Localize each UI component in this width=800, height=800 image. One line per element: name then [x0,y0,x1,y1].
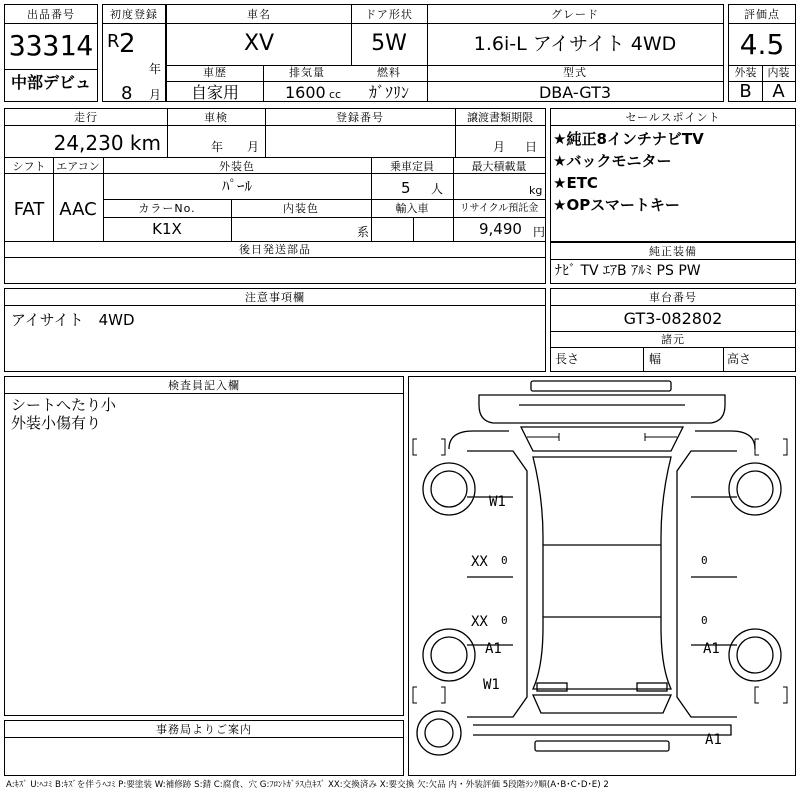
recycle-unit: 円 [533,225,546,239]
ac-type: AAC [59,199,97,220]
transfer-day-unit: 日 [525,140,538,154]
shift-label: シフト [12,160,46,173]
int-color-unit: 系 [357,225,370,239]
damage-mark: 0 [701,614,708,627]
registration-month: 8 [121,83,133,104]
chassis-number: GT3-082802 [623,309,723,328]
history-label: 車歴 [203,66,227,79]
sales-point-item: ★純正8インチナビTV [553,130,704,148]
transfer-month-unit: 月 [493,140,506,154]
office-label: 事務局よりご案内 [156,723,252,736]
interior-grade: A [772,81,785,102]
reg-number-label: 登録番号 [336,111,384,124]
era-letter: R [107,31,120,52]
displacement-label: 排気量 [289,66,325,79]
chassis-box [550,288,796,372]
vehicle-info-box [166,4,724,102]
damage-mark: A1 [485,641,502,657]
equipment-list: ﾅﾋﾞ TV ｴｱB ｱﾙﾐ PS PW [555,263,701,279]
inspection-label: 車検 [204,111,228,124]
fuel-label: 燃料 [377,66,401,79]
damage-mark: W1 [483,677,500,693]
displacement-unit: cc [329,88,342,101]
inspector-box [4,376,404,716]
notes-label: 注意事項欄 [245,291,305,304]
import-label: 輸入車 [395,202,429,215]
load-unit: kg [529,184,543,197]
grade: 1.6i-L アイサイト 4WD [473,33,677,55]
grade-label: グレード [551,8,599,21]
car-name-label: 車名 [247,8,271,21]
transfer-label: 譲渡書類期限 [467,111,533,124]
mileage: 24,230 km [53,131,161,155]
car-diagram-box [408,376,796,776]
first-registration-box [102,4,166,102]
registration-year: 2 [119,29,136,59]
inspector-line: 外装小傷有り [11,414,102,432]
exterior-label: 外装 [734,66,757,79]
later-parts-label: 後日発送部品 [239,243,311,256]
notes-text: アイサイト 4WD [11,311,135,329]
damage-mark: A1 [705,732,722,748]
lot-number: 33314 [8,29,94,62]
fuel-type: ｶﾞｿﾘﾝ [368,83,409,102]
history: 自家用 [190,83,239,102]
load-label: 最大積載量 [471,160,527,173]
sales-points-box [550,108,796,242]
damage-mark: XX [471,614,488,630]
venue-name: 中部デビュ [10,73,91,92]
damage-mark: 0 [501,554,508,567]
car-diagram [409,377,795,775]
color-no-label: カラーNo. [138,202,196,215]
exterior-grade: B [739,81,752,102]
model-label: 型式 [563,66,587,79]
capacity-unit: 人 [431,182,444,196]
dimensions-label: 諸元 [661,333,685,346]
int-color-label: 内装色 [283,202,319,215]
color-no: K1X [152,220,182,238]
recycle-amount: 9,490 [479,220,522,238]
equipment-label: 純正装備 [649,245,697,258]
door-label: ドア形状 [365,8,413,21]
sales-point-item: ★バックモニター [553,152,672,170]
ext-color-label: 外装色 [219,160,255,173]
damage-mark: A1 [703,641,720,657]
shift-type: FAT [13,199,45,220]
equipment-box [550,242,796,284]
recycle-label: リサイクル預託金 [459,203,539,214]
mileage-label: 走行 [74,111,98,124]
notes-box [4,288,546,372]
inspection-year-unit: 年 [211,140,224,154]
capacity-label: 乗車定員 [390,160,434,173]
height-label: 高さ [727,352,752,366]
lot-number-box [4,4,98,102]
office-box [4,720,404,776]
score-box [728,4,796,102]
damage-mark: XX [471,554,488,570]
car-name: XV [243,31,275,56]
damage-mark: 0 [501,614,508,627]
door-type: 5W [371,31,407,56]
capacity: 5 [401,179,411,197]
displacement: 1600 [285,83,326,102]
month-unit: 月 [149,88,162,102]
sales-point-item: ★OPスマートキー [553,196,680,214]
details-box [4,108,546,284]
legend-text: A:ｷｽﾞ U:ﾍｺﾐ B:ｷｽﾞを伴うﾍｺﾐ P:要塗装 W:補修跡 S:錆 C:腐食、穴 G:ﾌﾛﾝﾄｶﾞﾗｽ点ｷｽﾞ XX:交換済み X:要交換 欠:欠品 内・外装評価 5段階ﾗﾝｸ順(A･B･C･D･E) 2 [6,780,609,790]
sales-point-item: ★ETC [553,174,598,192]
inspection-month-unit: 月 [247,140,260,154]
chassis-label: 車台番号 [649,291,697,304]
ac-label: エアコン [56,160,100,173]
interior-label: 内装 [767,66,790,79]
model-code: DBA-GT3 [538,83,612,102]
width-label: 幅 [649,352,662,366]
inspector-line: シートへたり小 [11,396,117,414]
sales-points-label: セールスポイント [625,111,721,124]
damage-mark: W1 [489,494,506,510]
lot-number-label: 出品番号 [27,8,75,21]
score-label: 評価点 [744,8,780,21]
damage-mark: 0 [701,554,708,567]
first-registration-label: 初度登録 [110,8,158,21]
score: 4.5 [739,28,785,61]
length-label: 長さ [555,352,580,366]
inspector-label: 検査員記入欄 [168,379,240,392]
year-unit: 年 [149,62,162,76]
ext-color: ﾊﾟｰﾙ [221,177,252,195]
